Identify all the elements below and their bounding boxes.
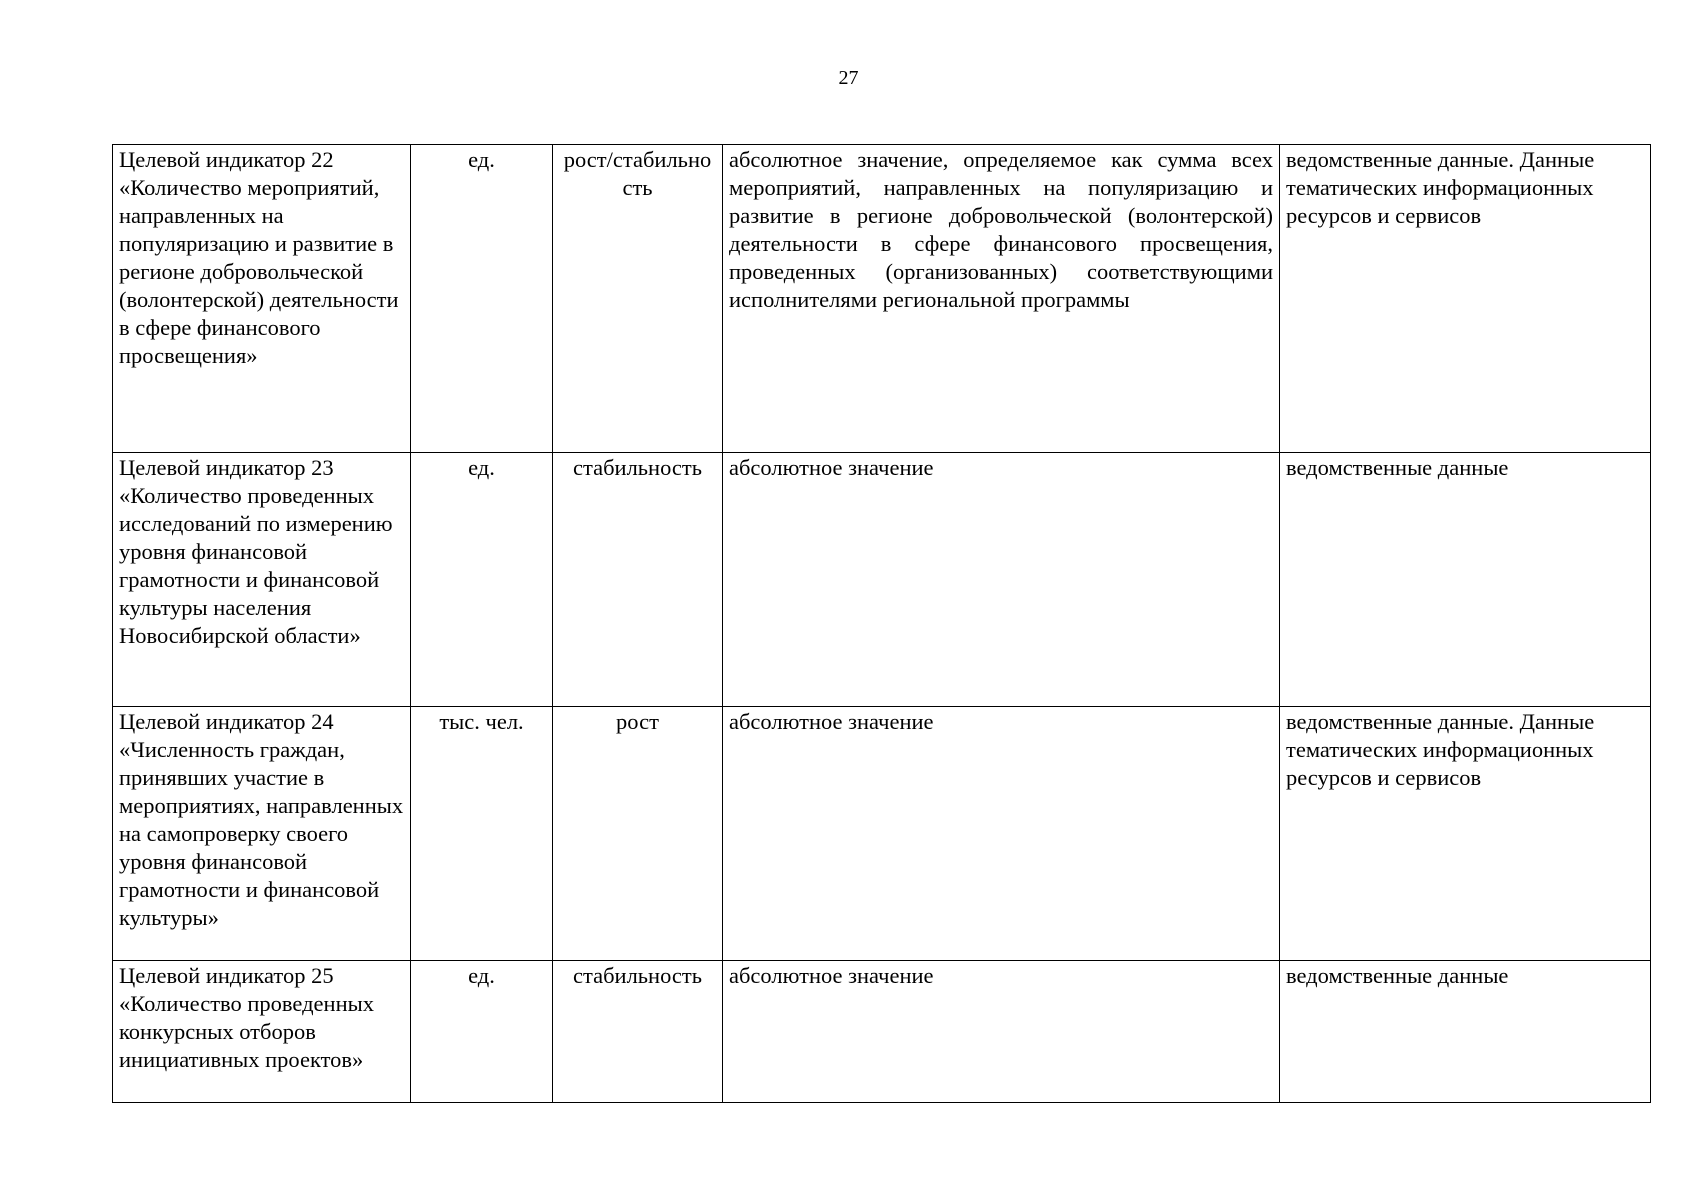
trend-cell: рост <box>553 707 723 961</box>
trend-cell: стабильность <box>553 961 723 1103</box>
indicators-table <box>112 144 1651 1103</box>
indicator-name-cell: Целевой индикатор 24 «Численность граждан, принявших участие в мероприятиях, направленных на самопроверку своего уровня финансовой грамотности и финансовой культуры» <box>113 707 411 961</box>
method-cell: абсолютное значение, определяемое как сумма всех мероприятий, направленных на популяризацию и развитие в регионе добровольческой (волонтерской) деятельности в сфере финансового просвещения, проведенных (организованных) соответствующими исполнителями региональной программы <box>723 145 1280 453</box>
table-row <box>113 145 1651 453</box>
unit-cell: ед. <box>411 961 553 1103</box>
table-row <box>113 961 1651 1103</box>
indicator-name-cell: Целевой индикатор 25 «Количество проведенных конкурсных отборов инициативных проектов» <box>113 961 411 1103</box>
source-cell: ведомственные данные <box>1280 961 1651 1103</box>
method-cell: абсолютное значение <box>723 707 1280 961</box>
indicator-name-cell: Целевой индикатор 23 «Количество проведенных исследований по измерению уровня финансовой грамотности и финансовой культуры населения Новосибирской области» <box>113 453 411 707</box>
table-row <box>113 707 1651 961</box>
table-row <box>113 453 1651 707</box>
unit-cell: тыс. чел. <box>411 707 553 961</box>
unit-cell: ед. <box>411 145 553 453</box>
method-cell: абсолютное значение <box>723 961 1280 1103</box>
source-cell: ведомственные данные. Данные тематических информационных ресурсов и сервисов <box>1280 145 1651 453</box>
method-cell: абсолютное значение <box>723 453 1280 707</box>
source-cell: ведомственные данные <box>1280 453 1651 707</box>
trend-cell: рост/стабильность <box>553 145 723 453</box>
page-number: 27 <box>838 67 859 89</box>
source-cell: ведомственные данные. Данные тематических информационных ресурсов и сервисов <box>1280 707 1651 961</box>
trend-cell: стабильность <box>553 453 723 707</box>
unit-cell: ед. <box>411 453 553 707</box>
indicator-name-cell: Целевой индикатор 22 «Количество мероприятий, направленных на популяризацию и развитие в регионе добровольческой (волонтерской) деятельности в сфере финансового просвещения» <box>113 145 411 453</box>
